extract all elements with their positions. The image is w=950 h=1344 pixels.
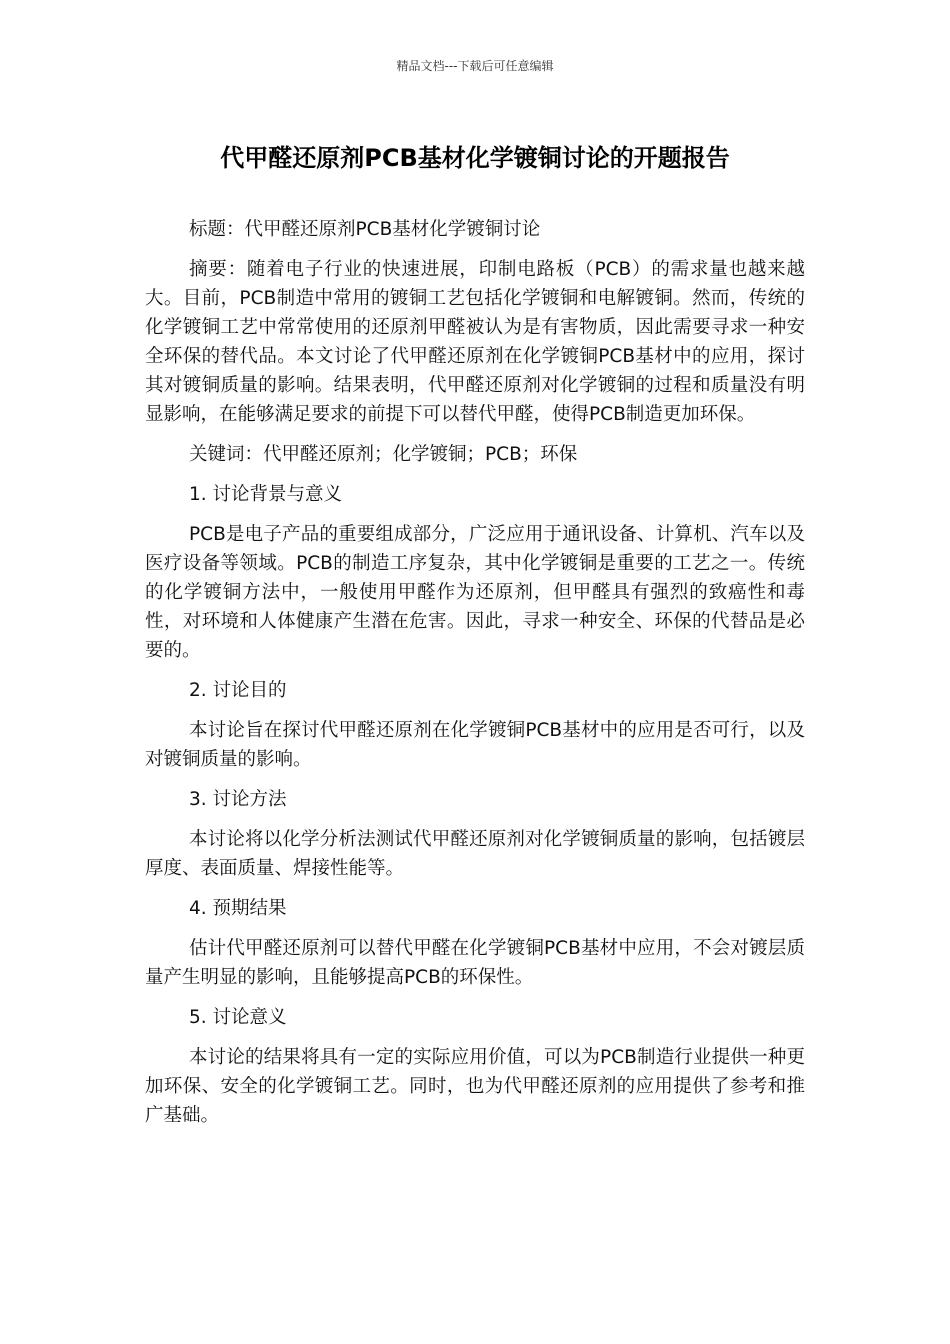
section-heading-method: 3. 讨论方法	[189, 789, 287, 810]
section-heading-expected-results: 4. 预期结果	[189, 898, 287, 919]
section-body-method: 本讨论将以化学分析法测试代甲醛还原剂对化学镀铜质量的影响，包括镀层厚度、表面质量、焊接性能等。	[145, 829, 805, 879]
section-heading-significance: 5. 讨论意义	[189, 1007, 287, 1028]
section-body-background: PCB是电子产品的重要组成部分，广泛应用于通讯设备、计算机、汽车以及医疗设备等领域。PCB的制造工序复杂，其中化学镀铜是重要的工艺之一。传统的化学镀铜方法中，一般使用甲醛作为还原剂，但甲醛具有强烈的致癌性和毒性，对环境和人体健康产生潜在危害。因此，寻求一种安全、环保的代替品是必要的。	[145, 524, 805, 661]
subject-line: 标题：代甲醛还原剂PCB基材化学镀铜讨论	[189, 219, 541, 240]
abstract-paragraph: 摘要：随着电子行业的快速进展，印制电路板（PCB）的需求量也越来越大。目前，PCB制造中常用的镀铜工艺包括化学镀铜和电解镀铜。然而，传统的化学镀铜工艺中常常使用的还原剂甲醛被认为是有害物质，因此需要寻求一种安全环保的替代品。本文讨论了代甲醛还原剂在化学镀铜PCB基材中的应用，探讨其对镀铜质量的影响。结果表明，代甲醛还原剂对化学镀铜的过程和质量没有明显影响，在能够满足要求的前提下可以替代甲醛，使得PCB制造更加环保。	[145, 259, 805, 425]
keywords-line: 关键词：代甲醛还原剂；化学镀铜；PCB；环保	[189, 444, 578, 465]
document-title: 代甲醛还原剂PCB基材化学镀铜讨论的开题报告	[220, 144, 730, 172]
section-heading-purpose: 2. 讨论目的	[189, 680, 287, 701]
section-heading-background: 1. 讨论背景与意义	[189, 484, 343, 505]
document-body	[145, 215, 805, 1141]
page-header-note: 精品文档---下载后可任意编辑	[396, 59, 554, 73]
section-body-purpose: 本讨论旨在探讨代甲醛还原剂在化学镀铜PCB基材中的应用是否可行，以及对镀铜质量的影响。	[145, 720, 805, 770]
section-body-significance: 本讨论的结果将具有一定的实际应用价值，可以为PCB制造行业提供一种更加环保、安全的化学镀铜工艺。同时，也为代甲醛还原剂的应用提供了参考和推广基础。	[145, 1047, 805, 1126]
section-body-expected-results: 估计代甲醛还原剂可以替代甲醛在化学镀铜PCB基材中应用，不会对镀层质量产生明显的影响，且能够提高PCB的环保性。	[145, 938, 805, 988]
